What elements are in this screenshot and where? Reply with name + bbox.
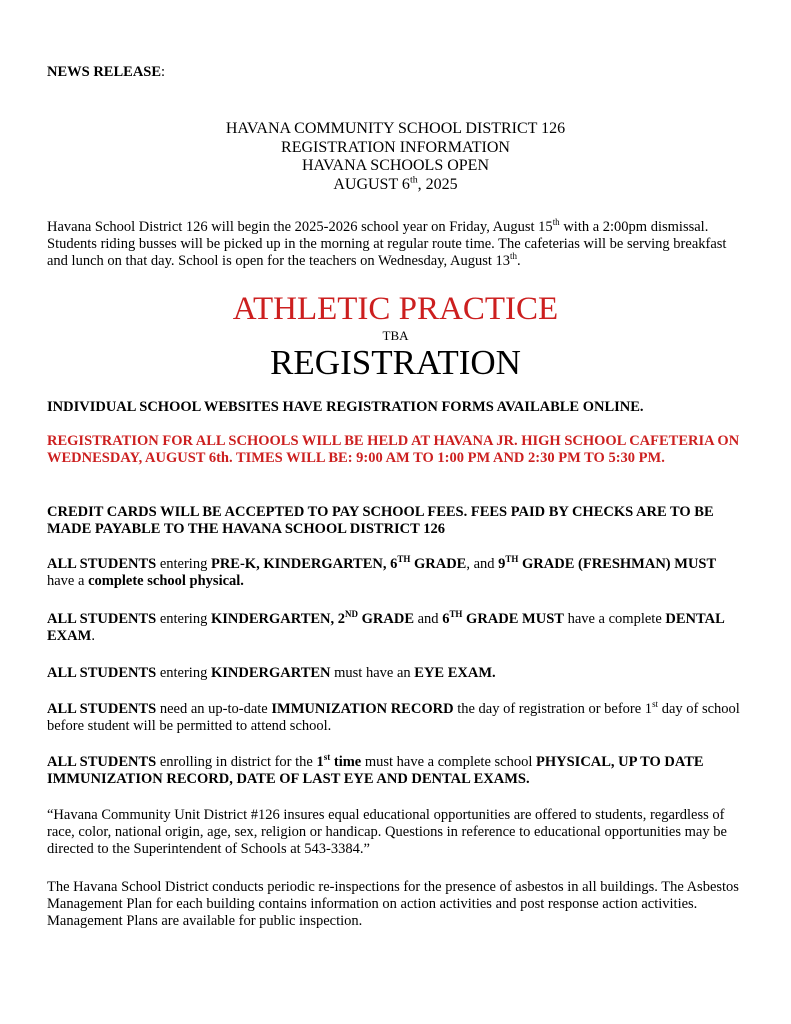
- document-header: [0, 120, 791, 194]
- asbestos-statement: The Havana School District conducts periodic re-inspections for the presence of asbestos in all buildings. The Asbestos Management Plan for each building contains information on action activities and post response action activities. Management Plans are available for public inspection.: [47, 879, 739, 929]
- registration-notice: REGISTRATION FOR ALL SCHOOLS WILL BE HELD AT HAVANA JR. HIGH SCHOOL CAFETERIA ON WEDNESDAY, AUGUST 6th. TIMES WILL BE: 9:00 AM TO 1:00 PM AND 2:30 PM TO 5:30 PM.: [47, 433, 740, 466]
- tba-label: TBA: [382, 328, 409, 343]
- registration-heading: REGISTRATION: [270, 343, 521, 382]
- immunization-requirement: ALL STUDENTS need an up-to-date IMMUNIZATION RECORD the day of registration or before 1st day of school before student will be permitted to attend school.: [47, 699, 740, 734]
- websites-notice: INDIVIDUAL SCHOOL WEBSITES HAVE REGISTRATION FORMS AVAILABLE ONLINE.: [47, 399, 644, 415]
- first-time-requirement: ALL STUDENTS enrolling in district for the 1st time must have a complete school PHYSICAL, UP TO DATE IMMUNIZATION RECORD, DATE OF LAST EYE AND DENTAL EXAMS.: [47, 752, 704, 787]
- equal-opportunity-statement: “Havana Community Unit District #126 insures equal educational opportunities are offered to students, regardless of race, color, national origin, age, sex, religion or handicap. Questions in reference to educational opportunities may be directed to the Superintendent of Schools at 543-3384.”: [47, 807, 727, 857]
- news-release-label: NEWS RELEASE:: [47, 64, 166, 80]
- athletic-practice-heading: ATHLETIC PRACTICE: [232, 291, 559, 327]
- dental-requirement: ALL STUDENTS entering KINDERGARTEN, 2ND GRADE and 6TH GRADE MUST have a complete DENTAL EXAM.: [47, 609, 724, 644]
- physical-requirement: ALL STUDENTS entering PRE-K, KINDERGARTEN, 6TH GRADE, and 9TH GRADE (FRESHMAN) MUST have a complete school physical.: [47, 554, 717, 589]
- header-date: AUGUST 6th, 2025: [333, 174, 458, 193]
- header-district: HAVANA COMMUNITY SCHOOL DISTRICT 126: [225, 120, 566, 137]
- header-registration-info: REGISTRATION INFORMATION: [281, 138, 510, 156]
- intro-paragraph: Havana School District 126 will begin the 2025-2026 school year on Friday, August 15th with a 2:00pm dismissal. Students riding busses will be picked up in the morning at regular route time. The cafeterias will be serving breakfast and lunch on that day. School is open for the teachers on Wednesday, August 13th.: [47, 217, 727, 269]
- eye-exam-requirement: ALL STUDENTS entering KINDERGARTEN must have an EYE EXAM.: [47, 665, 496, 681]
- credit-card-notice: CREDIT CARDS WILL BE ACCEPTED TO PAY SCHOOL FEES. FEES PAID BY CHECKS ARE TO BE MADE PAYABLE TO THE HAVANA SCHOOL DISTRICT 126: [47, 504, 714, 537]
- header-schools-open: HAVANA SCHOOLS OPEN: [301, 157, 489, 174]
